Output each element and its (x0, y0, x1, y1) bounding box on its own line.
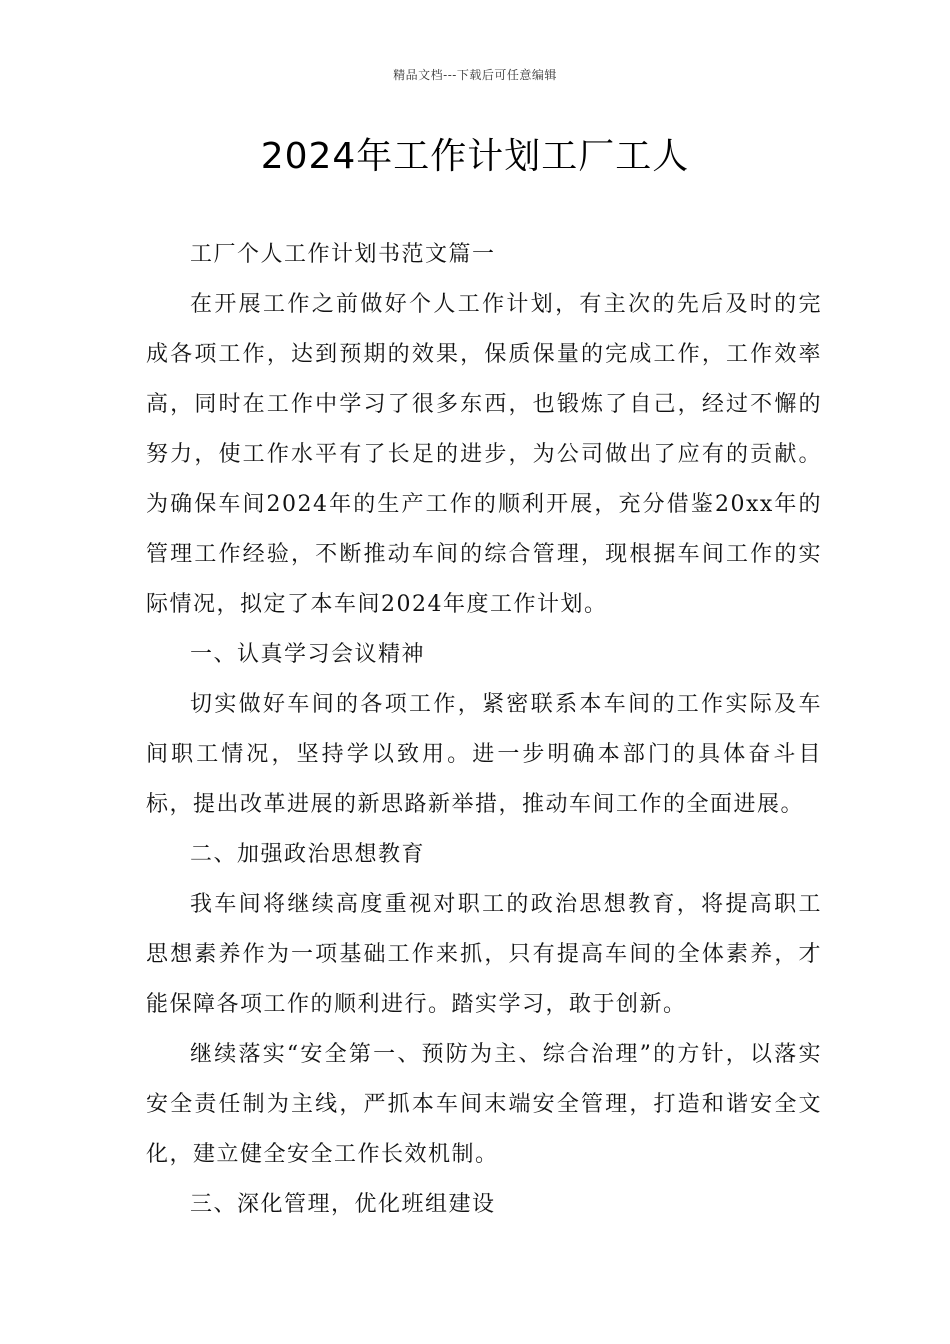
document-body (146, 230, 822, 1230)
body-paragraph: 继续落实“安全第一、预防为主、综合治理”的方针，以落实安全责任制为主线，严抓本车间末端安全管理，打造和谐安全文化，建立健全安全工作长效机制。 (146, 1042, 822, 1167)
document-title: 2024年工作计划工厂工人 (260, 136, 690, 177)
header-note: 精品文档---下载后可任意编辑 (393, 68, 557, 82)
section-heading: 一、认真学习会议精神 (190, 642, 426, 667)
section-subtitle: 工厂个人工作计划书范文篇一 (190, 242, 496, 267)
section-heading: 二、加强政治思想教育 (190, 842, 426, 867)
body-paragraph: 切实做好车间的各项工作，紧密联系本车间的工作实际及车间职工情况，坚持学以致用。进一步明确本部门的具体奋斗目标，提出改革进展的新思路新举措，推动车间工作的全面进展。 (146, 692, 822, 817)
body-paragraph: 在开展工作之前做好个人工作计划，有主次的先后及时的完成各项工作，达到预期的效果，保质保量的完成工作，工作效率高，同时在工作中学习了很多东西，也锻炼了自己，经过不懈的努力，使工作水平有了长足的进步，为公司做出了应有的贡献。为确保车间2024年的生产工作的顺利开展，充分借鉴20xx年的管理工作经验，不断推动车间的综合管理，现根据车间工作的实际情况，拟定了本车间2024年度工作计划。 (146, 292, 822, 617)
section-heading: 三、深化管理，优化班组建设 (190, 1192, 496, 1217)
body-paragraph: 我车间将继续高度重视对职工的政治思想教育，将提高职工思想素养作为一项基础工作来抓，只有提高车间的全体素养，才能保障各项工作的顺利进行。踏实学习，敢于创新。 (146, 892, 822, 1017)
